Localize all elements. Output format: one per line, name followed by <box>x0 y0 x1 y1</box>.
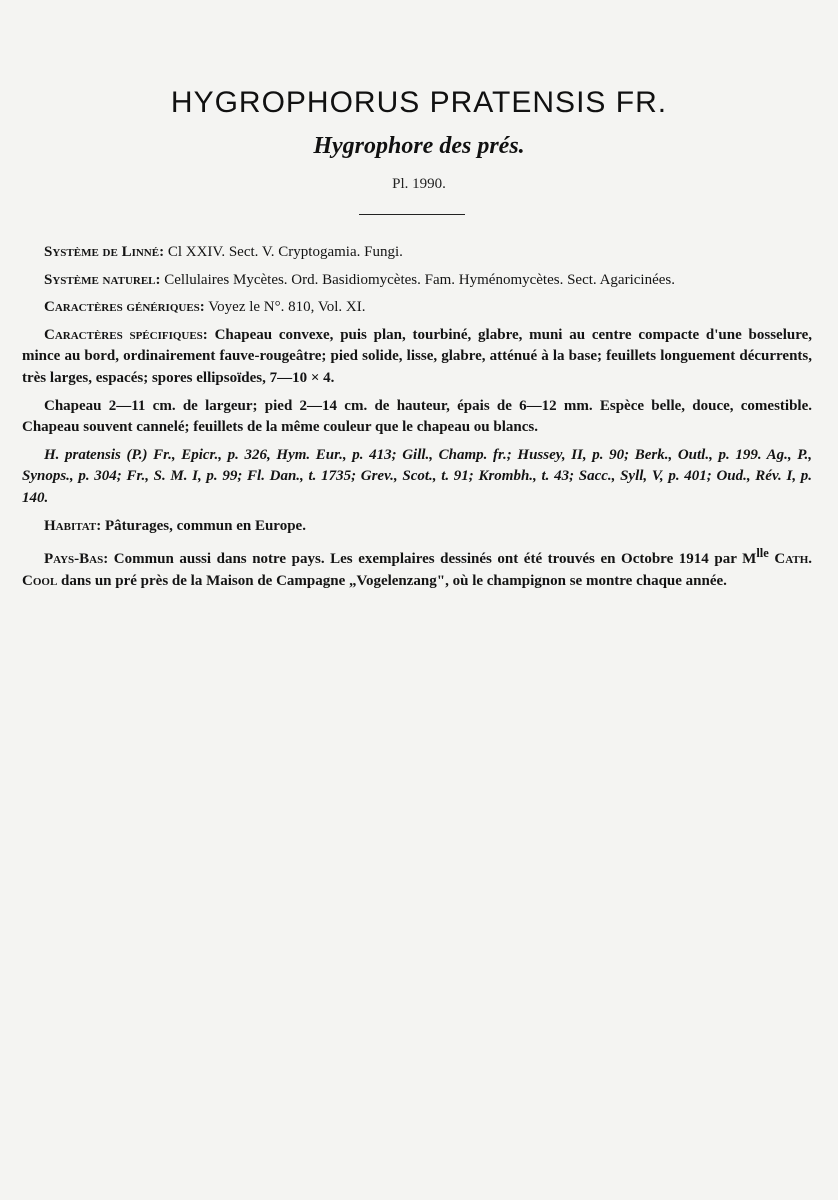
naturel-text: Cellulaires Mycètes. Ord. Basidiomycètes. Fam. Hyménomycètes. Sect. Agaricinées. <box>160 271 675 288</box>
generiques-paragraph <box>22 297 812 319</box>
habitat-paragraph <box>22 516 812 538</box>
specifiques-label: Caractères spécifiques: <box>44 326 208 343</box>
generiques-text: Voyez le N°. 810, Vol. XI. <box>204 299 366 316</box>
paysbas-text-2: dans un pré près de la Maison de Campagne „Vogelenzang", où le champignon se montre chaque année. <box>57 572 727 589</box>
specifiques-paragraph <box>22 325 812 390</box>
habitat-label: Habitat: <box>44 517 102 534</box>
page-title: HYGROPHORUS PRATENSIS FR. <box>170 86 668 119</box>
paysbas-name: Cath. Cool <box>22 551 812 589</box>
generiques-label: Caractères génériques: <box>44 299 205 316</box>
linne-paragraph <box>22 242 812 264</box>
linne-label: Système de Linné: <box>44 244 165 260</box>
document-body <box>22 242 812 598</box>
chapeau-paragraph: Chapeau 2—11 cm. de largeur; pied 2—14 cm. de hauteur, épais de 6—12 mm. Espèce belle, douce, comestible. Chapeau souvent cannelé; feuillets de la même couleur que le chapeau ou blancs. <box>22 397 812 436</box>
linne-text: Cl XXIV. Sect. V. Cryptogamia. Fungi. <box>164 244 403 260</box>
paysbas-label: Pays-Bas: <box>44 551 109 568</box>
page-subtitle: Hygrophore des prés. <box>313 133 525 159</box>
paysbas-text-1: Commun aussi dans notre pays. Les exemplaires dessinés ont été trouvés en Octobre 1914 par M <box>108 551 757 568</box>
title-divider <box>359 214 465 215</box>
naturel-label: Système naturel: <box>44 271 161 288</box>
paysbas-paragraph <box>22 543 812 592</box>
paysbas-superscript: lle <box>756 546 769 561</box>
specifiques-text: Chapeau convexe, puis plan, tourbiné, glabre, muni au centre compacte d'une bosselure, mince au bord, ordinairement fauve-rougeâtre; pied solide, lisse, glabre, atténué à la base; feuillets longuement décurrents, très larges, espacés; spores ellipsoïdes, 7—10 × 4. <box>22 326 812 386</box>
habitat-text: Pâturages, commun en Europe. <box>101 517 306 534</box>
naturel-paragraph <box>22 270 812 292</box>
plate-number: Pl. 1990. <box>392 176 446 192</box>
references-paragraph: H. pratensis (P.) Fr., Epicr., p. 326, Hym. Eur., p. 413; Gill., Champ. fr.; Hussey, II, p. 90; Berk., Outl., p. 199. Ag., P., Synops., p. 304; Fr., S. M. I, p. 99; Fl. Dan., t. 1735; Grev., Scot., t. 91; Krombh., t. 43; Sacc., Syll, V, p. 401; Oud., Rév. I, p. 140. <box>22 446 812 506</box>
